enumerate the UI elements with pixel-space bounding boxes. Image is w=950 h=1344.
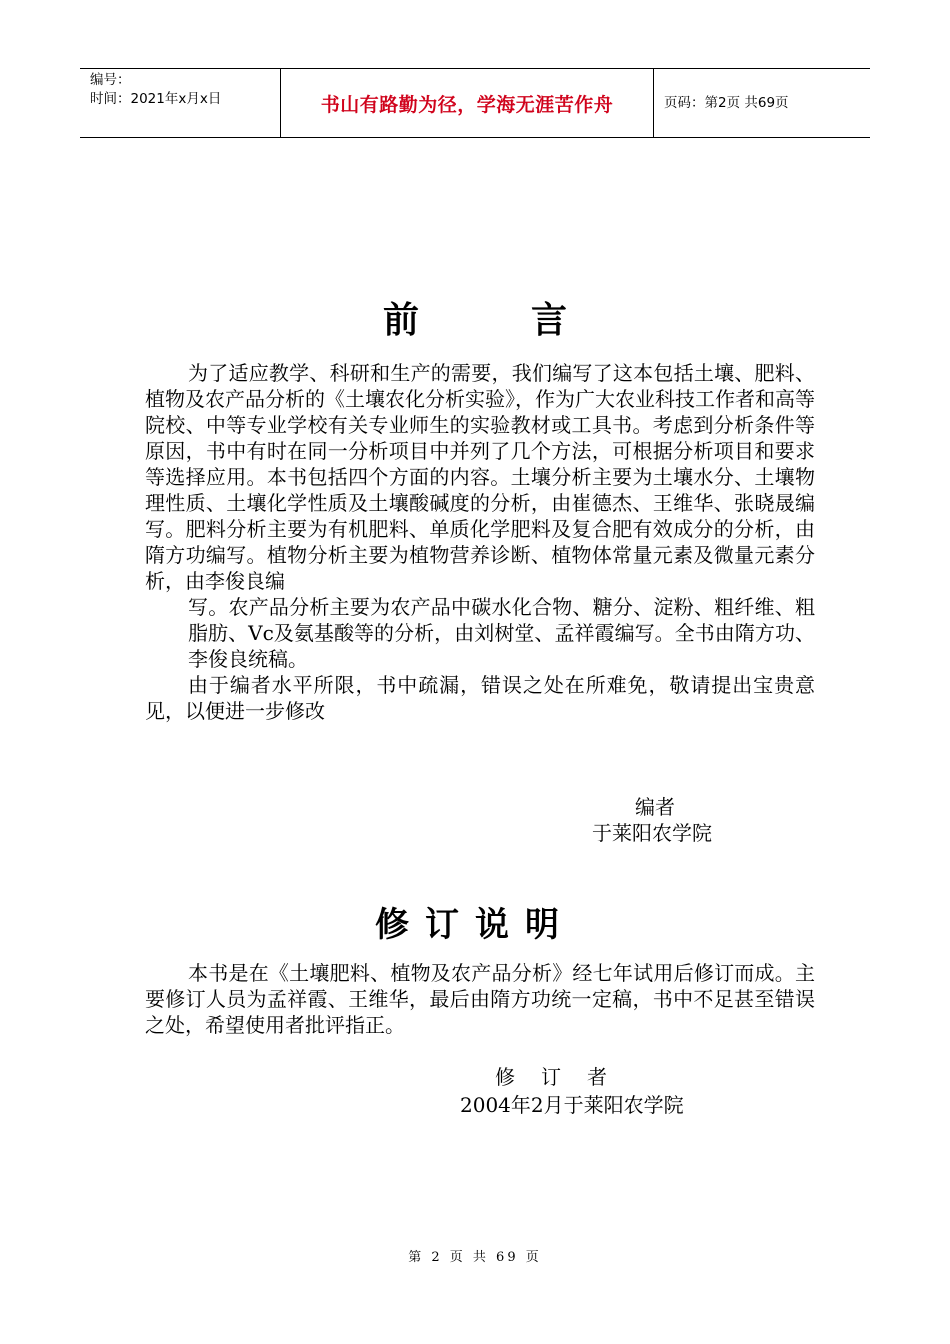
preface-paragraph: 由于编者水平所限，书中疏漏，错误之处在所难免，敬请提出宝贵意见，以便进一步修改 bbox=[145, 673, 815, 723]
preface-title-right: 言 bbox=[531, 300, 568, 341]
revision-title: 修订说明 bbox=[375, 905, 575, 945]
document-header bbox=[80, 68, 870, 138]
preface-paragraph: 为了适应教学、科研和生产的需要，我们编写了这本包括土壤、肥料、植物及农产品分析的《土壤农化分析实验》，作为广大农业科技工作者和高等院校、中等专业学校有关专业师生的实验教材或工具书。考虑到分析条件等原因，书中有时在同一分析项目中并列了几个方法，可根据分析项目和要求等选择应用。本书包括四个方面的内容。土壤分析主要为土壤水分、土壤物理性质、土壤化学性质及土壤酸碱度的分析，由崔德杰、王维华、张晓晟编写。肥料分析主要为有机肥料、单质化学肥料及复合肥有效成分的分析，由隋方功编写。植物分析主要为植物营养诊断、植物体常量元素及微量元素分析，由李俊良编 bbox=[145, 361, 815, 593]
preface-sign-place: 于莱阳农学院 bbox=[592, 821, 712, 845]
header-motto: 书山有路勤为径，学海无涯苦作舟 bbox=[320, 93, 614, 116]
preface-body bbox=[145, 360, 815, 724]
document-time-label: 时间：2021年x月x日 bbox=[90, 91, 222, 107]
page-footer: 第 2 页 共 69 页 bbox=[408, 1250, 542, 1265]
revision-body bbox=[145, 960, 815, 1038]
preface-title bbox=[0, 292, 950, 343]
header-page-cell bbox=[654, 69, 870, 137]
revision-sign-date: 2004年2月于莱阳农学院 bbox=[460, 1093, 684, 1117]
revision-paragraph: 本书是在《土壤肥料、植物及农产品分析》经七年试用后修订而成。主要修订人员为孟祥霞、王维华，最后由隋方功统一定稿，书中不足甚至错误之处，希望使用者批评指正。 bbox=[145, 961, 815, 1037]
preface-title-left: 前 bbox=[382, 300, 419, 341]
header-meta-cell bbox=[80, 69, 281, 137]
document-number-label: 编号： bbox=[90, 72, 131, 88]
header-page-info: 页码：第2页 共69页 bbox=[664, 94, 789, 111]
header-motto-cell bbox=[281, 69, 654, 137]
preface-paragraph: 写。农产品分析主要为农产品中碳水化合物、糖分、淀粉、粗纤维、粗脂肪、Vc及氨基酸等的分析，由刘树堂、孟祥霞编写。全书由隋方功、李俊良统稿。 bbox=[188, 595, 815, 671]
preface-sign-role: 编者 bbox=[635, 795, 675, 819]
revision-sign-role: 修订者 bbox=[495, 1065, 633, 1089]
